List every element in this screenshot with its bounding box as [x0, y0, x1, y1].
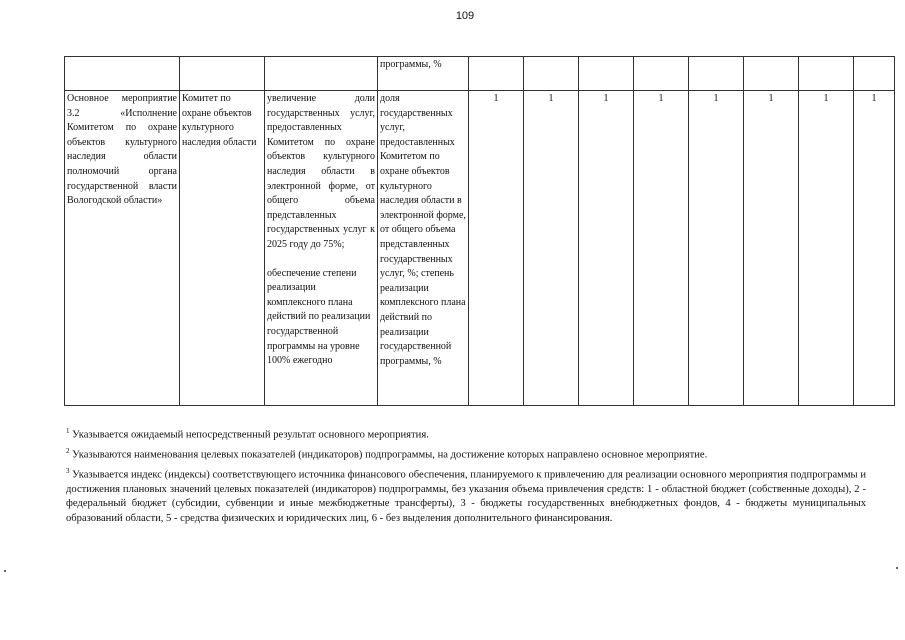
source-value-cell: 1 — [799, 91, 854, 406]
measure-name-cell: Основное мероприятие 3.2 «Исполнение Комитетом по охране объектов культурного наследия области полномочий органа государственной власти Вологодской области» — [65, 91, 180, 406]
source-value-cell: 1 — [579, 91, 634, 406]
footnote-mark: 3 — [66, 466, 70, 475]
footnote-text: Указывается индекс (индексы) соответствующего источника финансового обеспечения, планируемого к привлечению для реализации основного мероприятия подпрограммы и достижения плановых значений целевых показателей (индикаторов) подпрограммы, без указания объема привлечения средств: 1 - областной бюджет (собственные доходы), 2 - федеральный бюджет (субсидии, субвенции и иные межбюджетные трансферты), 3 - бюджеты государственных внебюджетных фондов, 4 - бюджеты муниципальных образований области, 5 - средства физических и юридических лиц, 6 - без выделения дополнительного финансирования. — [66, 469, 866, 524]
table-cell — [634, 57, 689, 91]
source-value-cell: 1 — [469, 91, 524, 406]
table-cell — [265, 57, 378, 91]
footnote — [66, 424, 866, 443]
table-cell — [65, 57, 180, 91]
source-value-cell: 1 — [634, 91, 689, 406]
table-row — [65, 91, 895, 406]
measures-table — [64, 56, 895, 406]
result-cell — [265, 91, 378, 406]
table-cell — [469, 57, 524, 91]
footnote-mark: 1 — [66, 427, 70, 435]
source-value-cell: 1 — [744, 91, 799, 406]
footnote — [66, 444, 866, 463]
table-cell — [689, 57, 744, 91]
responsible-cell: Комитет по охране объектов культурного наследия области — [180, 91, 265, 406]
footnote — [66, 464, 866, 526]
result-text-a: увеличение доли государственных услуг, предоставленных Комитетом по охране объектов культурного наследия области в электронной форме, от общего объема представленных государственных услуг к 2025 году до 75%; — [267, 93, 375, 250]
footnote-text: Указывается ожидаемый непосредственный результат основного мероприятия. — [72, 429, 429, 441]
table-row — [65, 57, 895, 91]
scan-speck — [4, 570, 6, 572]
indicator-tail-cell: программы, % — [378, 57, 469, 91]
footnotes — [66, 424, 866, 527]
scan-speck — [896, 567, 898, 569]
source-value-cell: 1 — [524, 91, 579, 406]
table-cell — [579, 57, 634, 91]
result-text-b: обеспечение степени реализации комплексного плана действий по реализации государственной программы на уровне 100% ежегодно — [267, 267, 371, 367]
table-cell — [524, 57, 579, 91]
source-value-cell: 1 — [854, 91, 895, 406]
table-cell — [180, 57, 265, 91]
footnote-mark: 2 — [66, 446, 70, 455]
table-cell — [854, 57, 895, 91]
source-value-cell: 1 — [689, 91, 744, 406]
indicator-cell: доля государственных услуг, предоставленных Комитетом по охране объектов культурного наследия области в электронной форме, от общего объема представленных государственных услуг, %; степень реализации комплексного плана действий по реализации государственной программы, % — [378, 91, 469, 406]
footnote-text: Указываются наименования целевых показателей (индикаторов) подпрограммы, на достижение которых направлено основное мероприятие. — [72, 449, 708, 461]
table-cell — [799, 57, 854, 91]
table-cell — [744, 57, 799, 91]
page-number: 109 — [455, 10, 475, 22]
